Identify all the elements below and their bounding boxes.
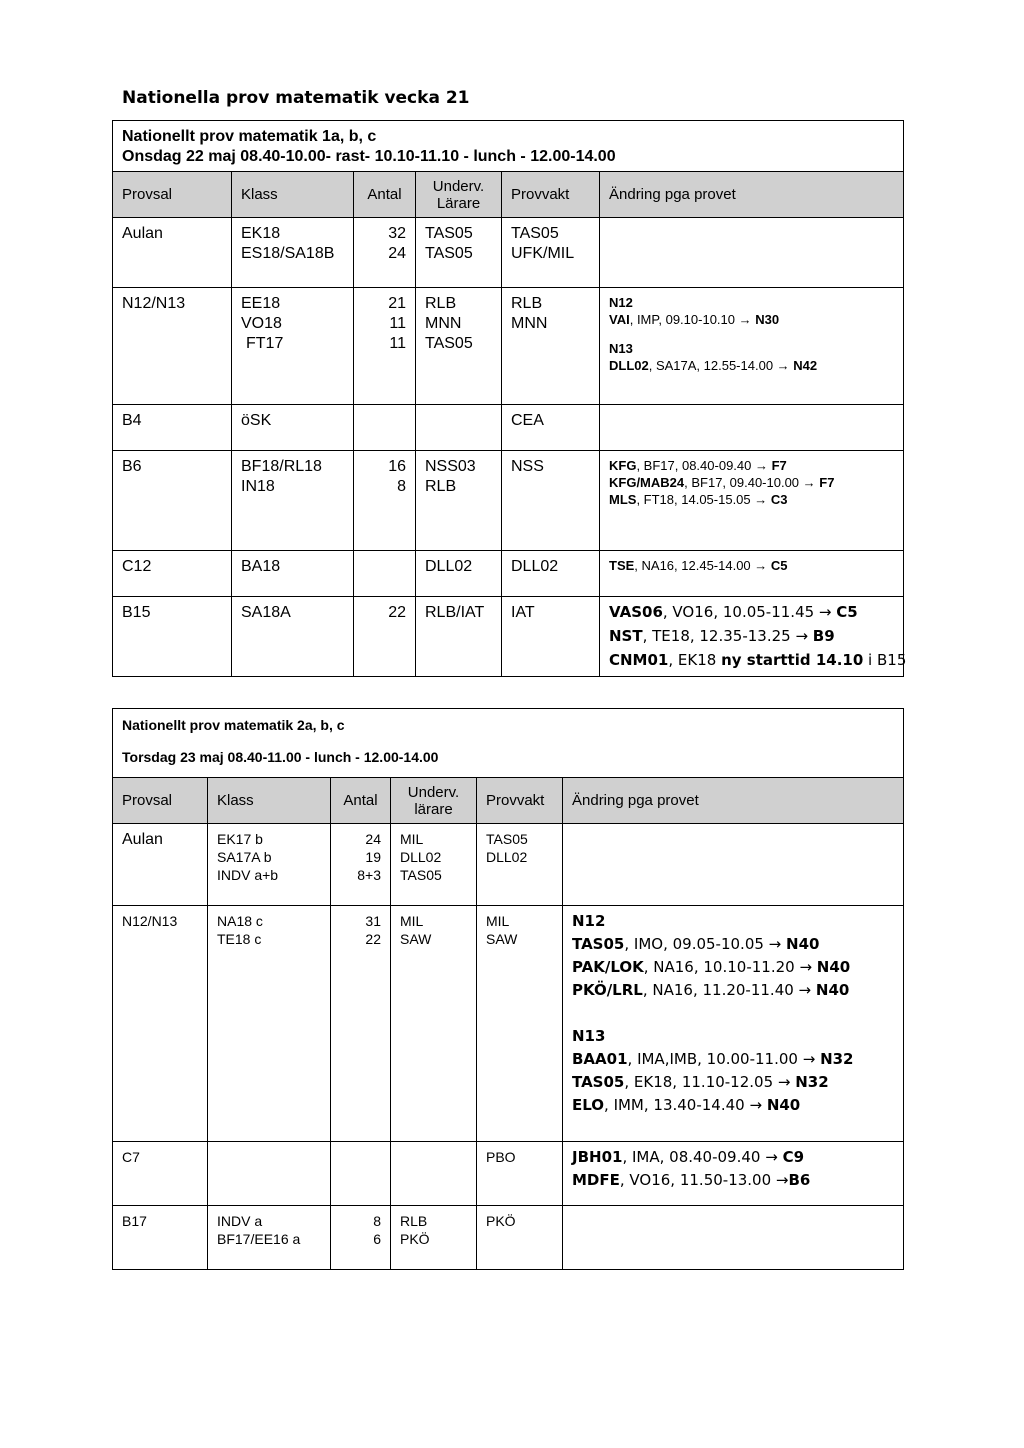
cell-provsal: N12/N13 [113,288,232,405]
column-header-antal: Antal [331,778,391,824]
cell-antal [354,551,416,597]
change-line [609,600,894,624]
change-group-heading: N13 [609,341,633,356]
larare-line: MNN [425,315,462,332]
change-details: , IMP, 09.10-10.10 → [629,312,756,327]
cell-andring [600,597,907,677]
cell-provsal: B15 [113,597,232,677]
provvakt-line: SAW [486,931,518,947]
change-teacher: TAS05 [572,1073,625,1091]
table-row [113,551,904,597]
klass-line: FT17 [246,335,284,352]
change-teacher: BAA01 [572,1050,628,1068]
header-underv-line2: lärare [414,800,453,818]
change-teacher: PAK/LOK [572,958,644,976]
cell-provsal: N12/N13 [113,906,208,1142]
cell-provsal: B4 [113,405,232,451]
change-details: , NA16, 11.20-11.40 → [642,981,816,999]
cell-provvakt [477,906,563,1142]
larare-line: PKÖ [400,1231,430,1247]
klass-line: SA17A b [217,849,272,865]
table-row [113,451,904,551]
cell-larare [391,906,477,1142]
exam-table-1 [112,120,907,677]
change-destination: C5 [836,603,858,621]
change-details: , NA16, 10.10-11.20 → [643,958,817,976]
change-teacher: TAS05 [572,935,625,953]
cell-provsal: B6 [113,451,232,551]
provvakt-line: MNN [511,315,548,332]
change-line [572,1048,894,1071]
antal-line: 16 [388,458,406,475]
larare-line: NSS03 [425,458,476,475]
cell-andring [600,218,904,288]
change-details: , BF17, 08.40-09.40 → [636,458,772,473]
larare-line: TAS05 [400,867,442,883]
cell-antal [354,288,416,405]
cell-provsal: C7 [113,1142,208,1206]
cell-larare: DLL02 [416,551,502,597]
table-row [113,906,904,1142]
cell-antal [331,1142,391,1206]
klass-line: EK17 b [217,831,263,847]
change-line [572,933,894,956]
provvakt-line: RLB [511,295,543,312]
change-line [572,956,894,979]
cell-provvakt: CEA [502,405,600,451]
change-destination: N30 [755,312,780,327]
cell-antal [331,906,391,1142]
cell-klass [208,906,331,1142]
antal-line: 8+3 [357,867,381,883]
larare-line: MIL [400,913,424,929]
cell-provvakt: NSS [502,451,600,551]
antal-line: 22 [365,931,381,947]
larare-line: RLB [425,295,457,312]
change-line [572,1169,894,1192]
larare-line: DLL02 [400,849,442,865]
cell-klass [232,288,354,405]
change-destination: N40 [816,958,851,976]
cell-klass: SA18A [232,597,354,677]
change-teacher: DLL02 [609,358,649,373]
table-row [113,824,904,906]
change-destination: N42 [793,358,818,373]
cell-provsal: Aulan [113,824,208,906]
cell-klass [232,451,354,551]
change-details: , TE18, 12.35-13.25 → [642,627,813,645]
change-teacher: MDFE [572,1171,620,1189]
change-line [609,311,894,328]
antal-line: 11 [389,335,406,352]
change-line [609,624,894,648]
change-destination: N32 [820,1050,854,1068]
klass-line: INDV a [217,1213,263,1229]
change-destination: F7 [819,475,835,490]
exam-table-2 [112,708,904,1270]
change-destination: C9 [782,1148,805,1166]
cell-larare [391,1142,477,1206]
change-line [609,474,894,491]
column-header-provsal: Provsal [113,778,208,824]
cell-larare [416,288,502,405]
provvakt-line: DLL02 [486,849,528,865]
change-teacher: KFG/MAB24 [609,475,685,490]
change-line [609,648,907,672]
header-underv-line2: Lärare [436,194,481,212]
cell-provvakt [502,288,600,405]
antal-line: 24 [365,831,381,847]
table-2-schedule: Torsdag 23 maj 08.40-11.00 - lunch - 12.00-14.00 [122,749,439,765]
klass-line: ES18/SA18B [241,245,335,262]
header-underv-line1: Underv. [432,177,485,195]
klass-line: IN18 [241,478,275,495]
antal-line: 32 [388,225,406,242]
cell-klass [208,824,331,906]
cell-klass [208,1142,331,1206]
table-row [113,597,904,677]
page-title: Nationella prov matematik vecka 21 [122,88,470,108]
klass-line: NA18 c [217,913,263,929]
change-teacher: PKÖ/LRL [572,981,643,999]
change-line [609,557,894,574]
larare-line: RLB [425,478,457,495]
change-destination: C3 [770,492,788,507]
column-header-andring: Ändring pga provet [600,172,904,218]
cell-andring [600,288,904,405]
change-details: , IMA,IMB, 10.00-11.00 → [627,1050,821,1068]
change-destination: B9 [812,627,835,645]
change-details: , NA16, 12.45-14.00 → [634,558,771,573]
table-row [113,405,904,451]
table-1-title: Nationellt prov matematik 1a, b, c [122,128,377,145]
antal-line: 11 [389,315,406,332]
cell-antal [354,451,416,551]
column-header-klass: Klass [232,172,354,218]
column-header-larare [391,778,477,824]
change-teacher: JBH01 [572,1148,623,1166]
cell-provsal: Aulan [113,218,232,288]
change-line [609,357,894,374]
change-destination: C5 [770,558,788,573]
larare-line: TAS05 [425,225,473,242]
cell-larare: RLB/IAT [416,597,502,677]
change-teacher: MLS [609,492,637,507]
change-teacher: TSE [609,558,635,573]
change-details: , EK18, 11.10-12.05 → [624,1073,796,1091]
column-header-provvakt: Provvakt [502,172,600,218]
cell-andring [563,1142,904,1206]
change-details: , BF17, 09.40-10.00 → [684,475,820,490]
cell-antal [331,824,391,906]
change-teacher: VAI [609,312,630,327]
change-destination: N40 [766,1096,801,1114]
cell-andring [563,1206,904,1270]
column-header-antal: Antal [354,172,416,218]
change-details: , IMO, 09.05-10.05 → [624,935,787,953]
cell-larare [391,824,477,906]
change-details: , VO16, 10.05-11.45 → [662,603,837,621]
change-destination: N32 [795,1073,829,1091]
cell-provvakt: PKÖ [477,1206,563,1270]
table-1-header [113,121,904,172]
larare-line: TAS05 [425,335,473,352]
change-line [609,491,894,508]
larare-line: SAW [400,931,432,947]
change-teacher: ELO [572,1096,605,1114]
cell-klass: öSK [232,405,354,451]
cell-klass: BA18 [232,551,354,597]
change-destination: F7 [771,458,787,473]
antal-line: 19 [365,849,381,865]
change-line [572,1094,894,1117]
change-room: i B15 [863,651,907,669]
change-teacher: VAS06 [609,603,663,621]
table-2-column-headers [113,778,904,824]
change-line [572,1146,894,1169]
cell-larare [416,218,502,288]
provvakt-line: MIL [486,913,510,929]
larare-line: TAS05 [425,245,473,262]
cell-larare [416,405,502,451]
larare-line: MIL [400,831,424,847]
column-header-andring: Ändring pga provet [563,778,904,824]
cell-provsal: C12 [113,551,232,597]
change-new-start: ny starttid 14.10 [721,651,864,669]
klass-line: BF18/RL18 [241,458,322,475]
table-2-title: Nationellt prov matematik 2a, b, c [122,717,345,733]
change-details: , SA17A, 12.55-14.00 → [648,358,794,373]
column-header-provvakt: Provvakt [477,778,563,824]
table-1-schedule: Onsdag 22 maj 08.40-10.00- rast- 10.10-11.10 - lunch - 12.00-14.00 [122,148,616,165]
change-line [572,1071,894,1094]
cell-provvakt: PBO [477,1142,563,1206]
table-row [113,218,904,288]
cell-andring [600,551,904,597]
table-1-column-headers [113,172,904,218]
cell-provvakt: DLL02 [502,551,600,597]
cell-antal [354,405,416,451]
antal-line: 8 [373,1213,381,1229]
cell-klass [232,218,354,288]
provvakt-line: TAS05 [511,225,559,242]
header-underv-line1: Underv. [407,783,460,801]
cell-larare [391,1206,477,1270]
provvakt-line: TAS05 [486,831,528,847]
change-destination: N40 [815,981,850,999]
antal-line: 31 [365,913,381,929]
provvakt-line: UFK/MIL [511,245,575,262]
change-destination: B6 [788,1171,811,1189]
change-details: , EK18 [668,651,722,669]
cell-provvakt [502,218,600,288]
klass-line: INDV a+b [217,867,279,883]
cell-antal [331,1206,391,1270]
change-teacher: CNM01 [609,651,669,669]
change-details: , FT18, 14.05-15.05 → [636,492,771,507]
klass-line: EE18 [241,295,281,312]
table-row [113,288,904,405]
change-group-heading: N12 [609,295,633,310]
cell-larare [416,451,502,551]
cell-antal [354,218,416,288]
change-line [609,457,894,474]
change-details: , IMA, 08.40-09.40 → [622,1148,783,1166]
antal-line: 8 [397,478,406,495]
cell-provsal: B17 [113,1206,208,1270]
klass-line: EK18 [241,225,281,242]
change-details: , IMM, 13.40-14.40 → [604,1096,767,1114]
table-row [113,1206,904,1270]
cell-provvakt [477,824,563,906]
klass-line: TE18 c [217,931,262,947]
cell-provvakt: IAT [502,597,600,677]
cell-andring [600,451,904,551]
change-teacher: NST [609,627,643,645]
change-teacher: KFG [609,458,637,473]
klass-line: BF17/EE16 a [217,1231,301,1247]
column-header-klass: Klass [208,778,331,824]
cell-andring [563,824,904,906]
table-row [113,1142,904,1206]
change-line [572,979,894,1002]
cell-antal: 22 [354,597,416,677]
column-header-larare [416,172,502,218]
antal-line: 21 [388,295,406,312]
change-group-heading: N13 [572,1027,606,1045]
larare-line: RLB [400,1213,428,1229]
antal-line: 6 [373,1231,381,1247]
column-header-provsal: Provsal [113,172,232,218]
cell-andring [600,405,904,451]
change-group-heading: N12 [572,912,606,930]
antal-line: 24 [388,245,406,262]
change-destination: N40 [786,935,820,953]
cell-andring [563,906,904,1142]
cell-klass [208,1206,331,1270]
klass-line: VO18 [241,315,282,332]
table-2-header [113,709,904,778]
change-details: , VO16, 11.50-13.00 → [619,1171,789,1189]
